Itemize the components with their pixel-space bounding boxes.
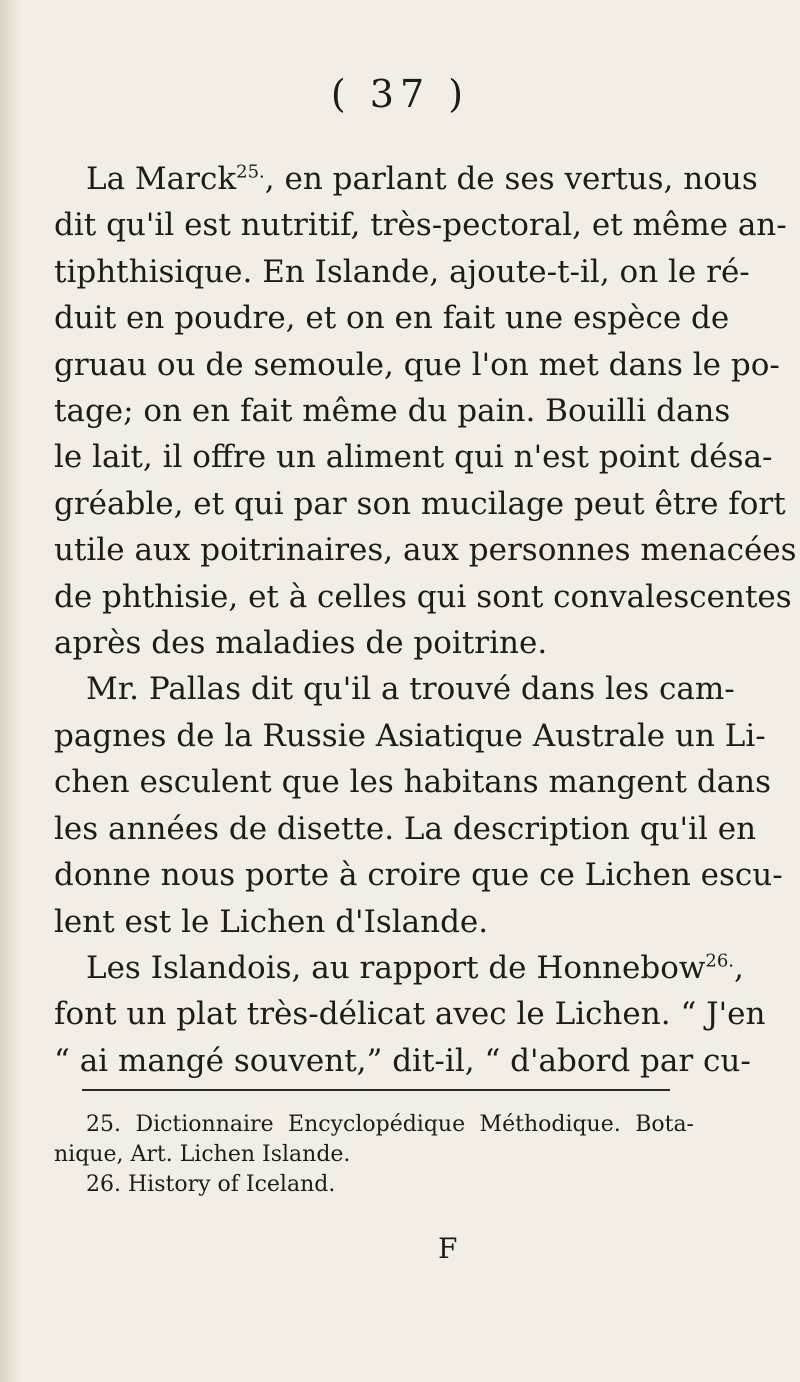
text-line: tage; on en fait même du pain. Bouilli dans bbox=[54, 393, 731, 430]
text-line: Mr. Pallas dit qu'il a trouvé dans les cam- bbox=[86, 671, 735, 708]
text-line: utile aux poitrinaires, aux personnes menacées bbox=[54, 532, 797, 569]
page-number-header: ( 37 ) bbox=[330, 72, 470, 116]
text-line: de phthisie, et à celles qui sont convalescentes bbox=[54, 578, 792, 615]
text-line: après des maladies de poitrine. bbox=[54, 625, 548, 662]
footnote-separator-rule bbox=[82, 1089, 670, 1091]
footnotes bbox=[54, 1110, 694, 1200]
text-line: donne nous porte à croire que ce Lichen escu- bbox=[54, 857, 783, 894]
footnote-line: 25. Dictionnaire Encyclopédique Méthodique. Bota- bbox=[86, 1112, 694, 1137]
text-line: Les Islandois, au rapport de Honnebow$^{26.}$, bbox=[86, 949, 744, 986]
page-spine-shadow bbox=[0, 0, 22, 1382]
footnote-line: nique, Art. Lichen Islande. bbox=[54, 1142, 351, 1167]
signature-mark: F bbox=[438, 1232, 458, 1265]
text-line: “ ai mangé souvent,” dit-il, “ d'abord par cu- bbox=[54, 1042, 751, 1079]
footnote-ref-26: 26. bbox=[705, 950, 735, 972]
body-text bbox=[54, 156, 797, 1084]
footnote-line: 26. History of Iceland. bbox=[86, 1172, 336, 1197]
text-line: La Marck$^{25.}$, en parlant de ses vertus, nous bbox=[86, 161, 758, 197]
text-line: pagnes de la Russie Asiatique Australe un Li- bbox=[54, 717, 766, 754]
text-line: dit qu'il est nutritif, très-pectoral, et même an- bbox=[54, 207, 787, 244]
text-line: les années de disette. La description qu'il en bbox=[54, 810, 757, 847]
text-line: duit en poudre, et on en fait une espèce de bbox=[54, 300, 730, 337]
text-line: gruau ou de semoule, que l'on met dans le po- bbox=[54, 346, 780, 383]
footnote-ref-25: 25. bbox=[236, 161, 265, 183]
text-line: chen esculent que les habitans mangent dans bbox=[54, 764, 772, 801]
text-line: le lait, il offre un aliment qui n'est point désa- bbox=[54, 439, 773, 476]
text-line: lent est le Lichen d'Islande. bbox=[54, 903, 489, 940]
text-line: font un plat très-délicat avec le Lichen. “ J'en bbox=[54, 996, 766, 1033]
text-line: gréable, et qui par son mucilage peut être fort bbox=[54, 485, 786, 522]
text-line: tiphthisique. En Islande, ajoute-t-il, on le ré- bbox=[54, 253, 750, 290]
